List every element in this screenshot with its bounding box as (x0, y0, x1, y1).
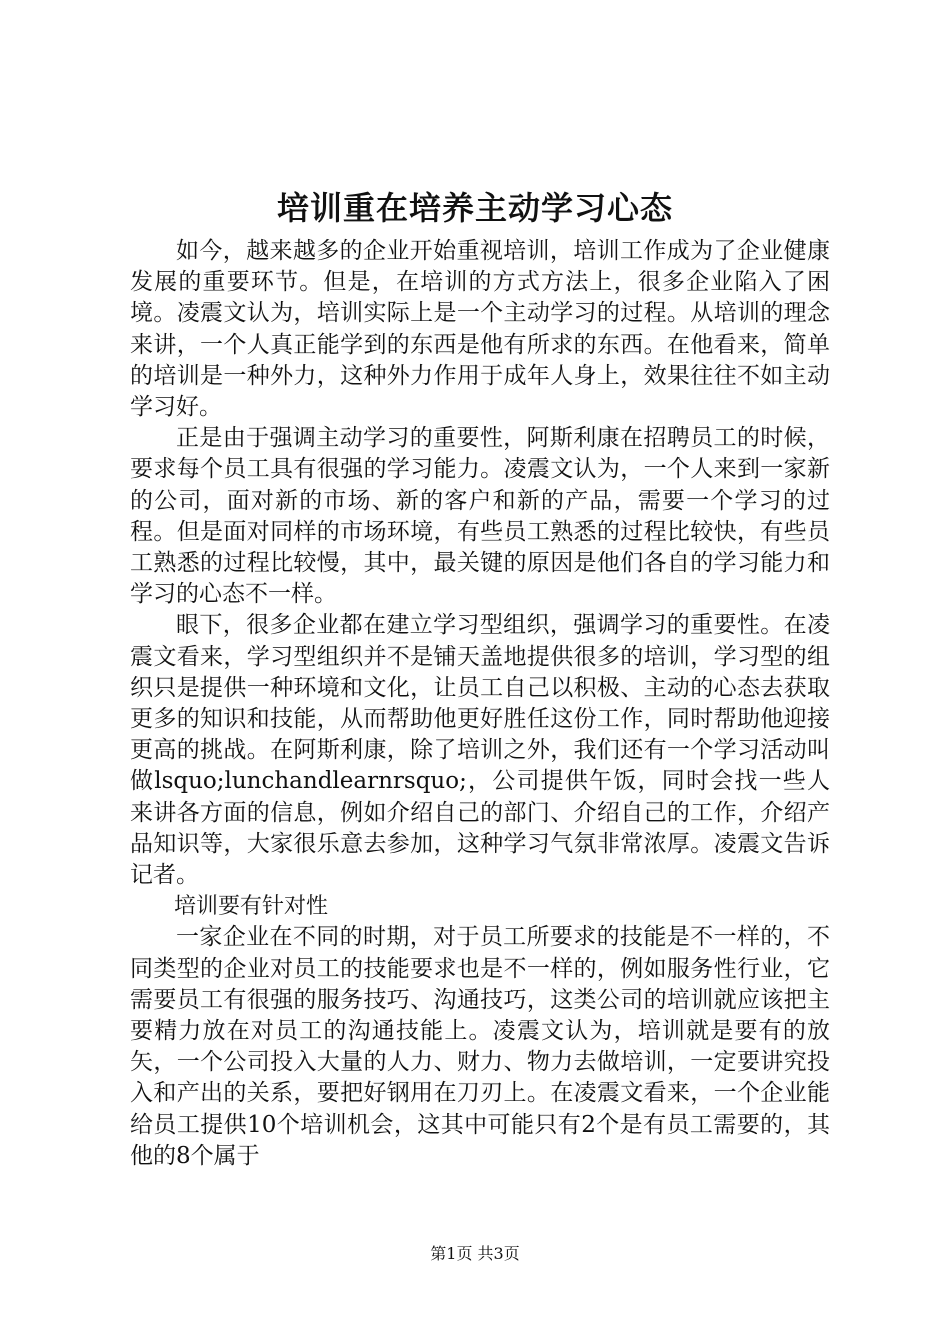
paragraph-3: 眼下，很多企业都在建立学习型组织，强调学习的重要性。在凌震文看来，学习型组织并不是铺天盖地提供很多的培训，学习型的组织只是提供一种环境和文化，让员工自己以积极、主动的心态去获取更多的知识和技能，从而帮助他更好胜任这份工作，同时帮助他迎接更高的挑战。在阿斯利康，除了培训之外，我们还有一个学习活动叫做lsquo;lunchandlearnrsquo;，公司提供午饭，同时会找一些人来讲各方面的信息，例如介绍自己的部门、介绍自己的工作，介绍产品知识等，大家很乐意去参加，这种学习气氛非常浓厚。凌震文告诉记者。 (130, 612, 830, 889)
page-footer: 第1页 共3页 (430, 1244, 520, 1263)
paragraph-1: 如今，越来越多的企业开始重视培训，培训工作成为了企业健康发展的重要环节。但是，在培训的方式方法上，很多企业陷入了困境。凌震文认为，培训实际上是一个主动学习的过程。从培训的理念来讲，一个人真正能学到的东西是他有所求的东西。在他看来，简单的培训是一种外力，这种外力作用于成年人身上，效果往往不如主动学习好。 (130, 238, 830, 421)
paragraph-2: 正是由于强调主动学习的重要性，阿斯利康在招聘员工的时候，要求每个员工具有很强的学习能力。凌震文认为，一个人来到一家新的公司，面对新的市场、新的客户和新的产品，需要一个学习的过程。但是面对同样的市场环境，有些员工熟悉的过程比较快，有些员工熟悉的过程比较慢，其中，最关键的原因是他们各自的学习能力和学习的心态不一样。 (130, 425, 830, 608)
document-title: 培训重在培养主动学习心态 (276, 189, 673, 227)
paragraph-5: 一家企业在不同的时期，对于员工所要求的技能是不一样的，不同类型的企业对员工的技能要求也是不一样的，例如服务性行业，它需要员工有很强的服务技巧、沟通技巧，这类公司的培训就应该把主要精力放在对员工的沟通技能上。凌震文认为，培训就是要有的放矢，一个公司投入大量的人力、财力、物力去做培训，一定要讲究投入和产出的关系，要把好钢用在刀刃上。在凌震文看来，一个企业能给员工提供10个培训机会，这其中可能只有2个是有员工需要的，其他的8个属于 (130, 924, 830, 1169)
document-body (130, 236, 830, 1172)
section-heading: 培训要有针对性 (174, 894, 329, 920)
